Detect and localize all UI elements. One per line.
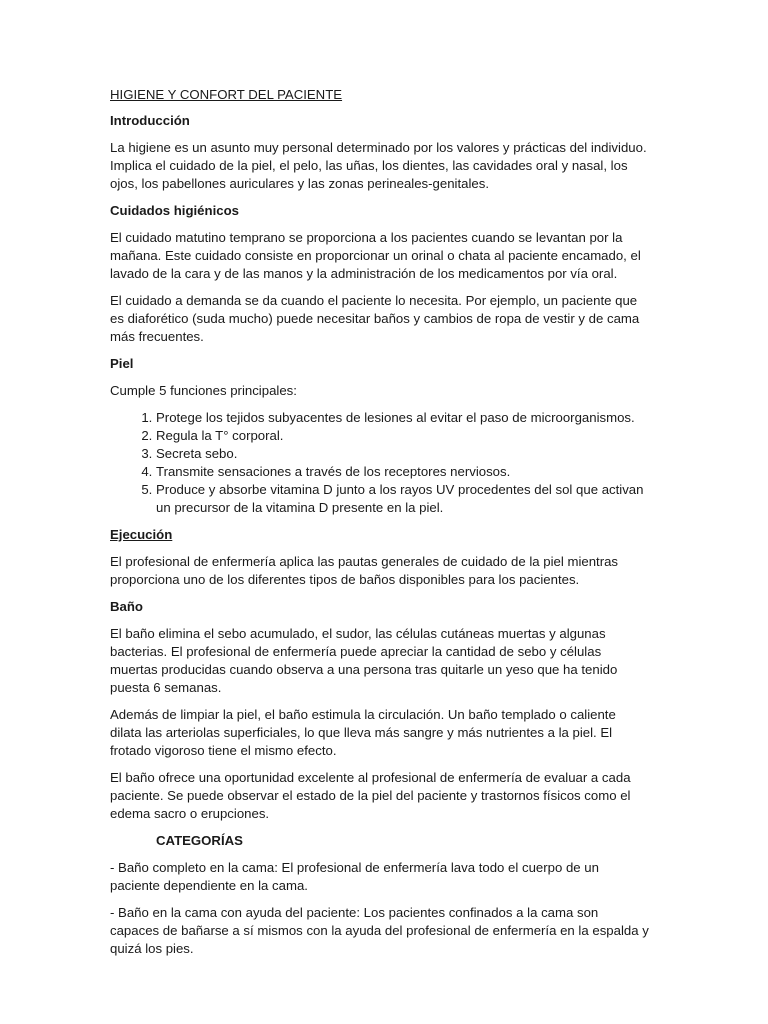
section-heading-ejecucion: Ejecución [110, 527, 173, 542]
list-item: 5. Produce y absorbe vitamina D junto a los rayos UV procedentes del sol que activan un precursor de la vitamina D presente en la piel. [156, 481, 650, 517]
section-heading-piel: Piel [110, 356, 134, 371]
section-heading-categorias: CATEGORÍAS [156, 833, 243, 848]
document-title: HIGIENE Y CONFORT DEL PACIENTE [110, 87, 343, 102]
paragraph-bano-2: Además de limpiar la piel, el baño estimula la circulación. Un baño templado o caliente dilata las arteriolas superficiales, lo que lleva más sangre y más nutrientes a la piel. El frotado vigoroso tiene el mismo efecto. [110, 707, 616, 758]
list-item: 2. Regula la T° corporal. [156, 427, 650, 445]
list-item: 1. Protege los tejidos subyacentes de lesiones al evitar el paso de microorganismos. [156, 409, 650, 427]
section-heading-introduccion: Introducción [110, 113, 190, 128]
paragraph-ejecucion: El profesional de enfermería aplica las pautas generales de cuidado de la piel mientras proporciona uno de los diferentes tipos de baños disponibles para los pacientes. [110, 554, 619, 587]
list-item: 4. Transmite sensaciones a través de los receptores nerviosos. [156, 463, 650, 481]
section-heading-bano: Baño [110, 599, 143, 614]
paragraph-cuidados-2: El cuidado a demanda se da cuando el paciente lo necesita. Por ejemplo, un paciente que es diaforético (suda mucho) puede necesitar baños y cambios de ropa de vestir y de cama más frecuentes. [110, 293, 640, 344]
paragraph-bano-1: El baño elimina el sebo acumulado, el sudor, las células cutáneas muertas y algunas bacterias. El profesional de enfermería puede apreciar la cantidad de sebo y células muertas producidas cuando observa a una persona tras quitarle un yeso que ha tenido puesta 6 semanas. [110, 626, 618, 695]
paragraph-bano-3: El baño ofrece una oportunidad excelente al profesional de enfermería de evaluar a cada paciente. Se puede observar el estado de la piel del paciente y trastornos físicos como el edema sacro o erupciones. [110, 770, 631, 821]
section-heading-cuidados: Cuidados higiénicos [110, 203, 239, 218]
paragraph-cuidados-1: El cuidado matutino temprano se proporciona a los pacientes cuando se levantan por la mañana. Este cuidado consiste en proporcionar un orinal o chata al paciente encamado, el lavado de la cara y de las manos y la administración de los medicamentos por vía oral. [110, 230, 641, 281]
paragraph-intro: La higiene es un asunto muy personal determinado por los valores y prácticas del individuo. Implica el cuidado de la piel, el pelo, las uñas, los dientes, las cavidades oral y nasal, los ojos, los pabellones auriculares y las zonas perineales-genitales. [110, 140, 647, 191]
paragraph-categoria-1: - Baño completo en la cama: El profesional de enfermería lava todo el cuerpo de un paciente dependiente en la cama. [110, 860, 599, 893]
list-item: 3. Secreta sebo. [156, 445, 650, 463]
piel-functions-list [110, 409, 650, 517]
paragraph-categoria-2: - Baño en la cama con ayuda del paciente: Los pacientes confinados a la cama son capaces de bañarse a sí mismos con la ayuda del profesional de enfermería en la espalda y quizá los pies. [110, 905, 649, 956]
paragraph-piel-intro: Cumple 5 funciones principales: [110, 383, 297, 398]
